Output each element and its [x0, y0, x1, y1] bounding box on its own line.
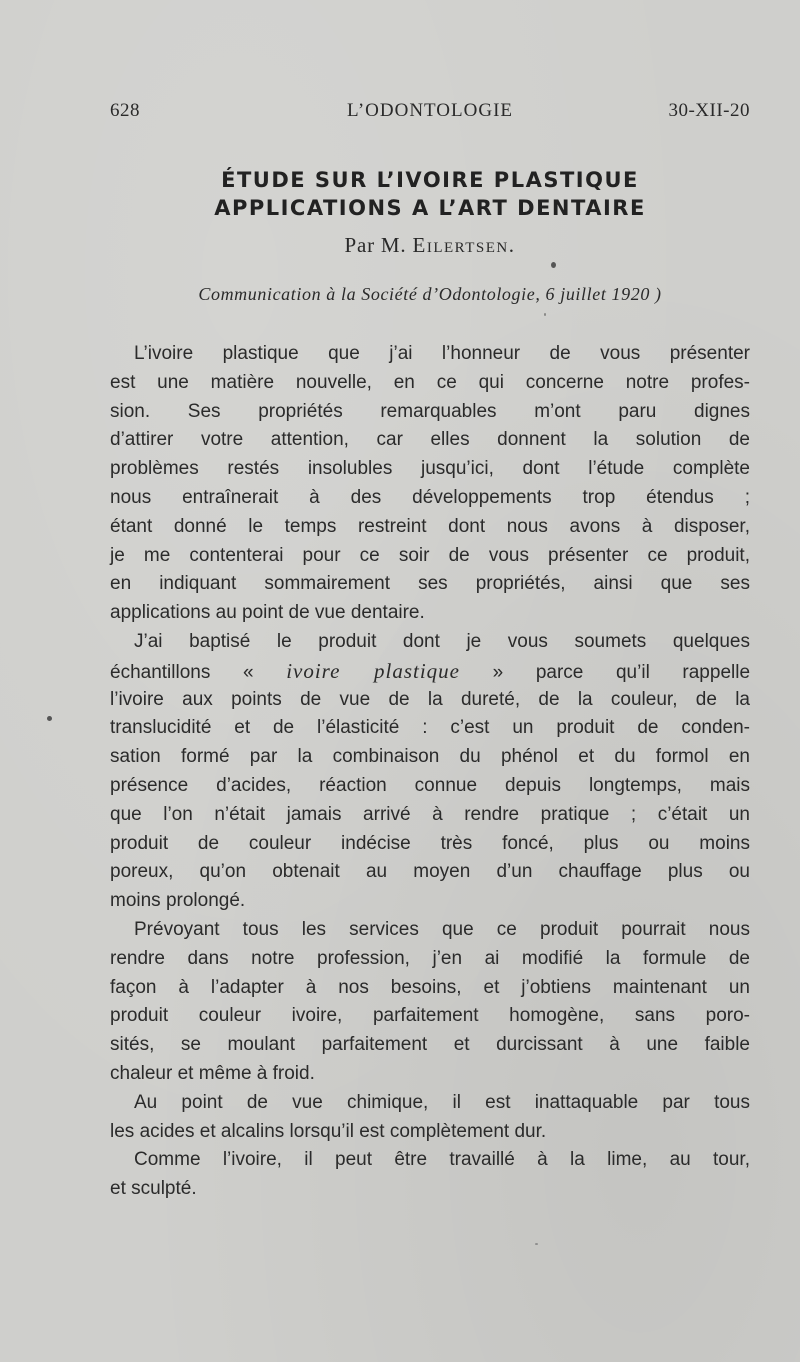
body-line: présence d’acides, réaction connue depuis longtemps, mais	[110, 774, 750, 796]
body-line: en indiquant sommairement ses propriétés, ainsi que ses	[110, 573, 750, 595]
body-line: et sculpté.	[110, 1178, 197, 1200]
body-line: Au point de vue chimique, il est inattaquable par tous	[134, 1091, 750, 1113]
body-line: poreux, qu’on obtenait au moyen d’un chauffage plus ou	[110, 861, 750, 883]
body-text-fragment: » parce qu’il rappelle	[492, 661, 751, 683]
article-title-line-2: APPLICATIONS A L’ART DENTAIRE	[214, 196, 646, 220]
body-line: chaleur et même à froid.	[110, 1062, 315, 1084]
article-body	[110, 340, 750, 1204]
body-line: Prévoyant tous les services que ce produit pourrait nous	[134, 918, 750, 940]
body-line: Comme l’ivoire, il peut être travaillé à la lime, au tour,	[134, 1149, 750, 1171]
body-line: les acides et alcalins lorsqu’il est complètement dur.	[110, 1120, 547, 1142]
body-line: J’ai baptisé le produit dont je vous soumets quelques	[134, 630, 750, 652]
paper-speck	[544, 313, 546, 316]
journal-title: L’ODONTOLOGIE	[346, 100, 514, 121]
article-title-line-1: ÉTUDE SUR L’IVOIRE PLASTIQUE	[221, 168, 639, 192]
issue-date: 30-XII-20	[668, 100, 750, 121]
body-line: produit couleur ivoire, parfaitement homogène, sans poro-	[110, 1005, 750, 1027]
byline	[110, 233, 750, 258]
body-line: je me contenterai pour ce soir de vous présenter ce produit,	[110, 544, 750, 566]
body-line: est une matière nouvelle, en ce qui concerne notre profes-	[110, 371, 750, 393]
body-line: moins prolongé.	[110, 890, 246, 912]
byline-prefix: Par M.	[344, 233, 407, 257]
body-line: translucidité et de l’élasticité : c’est un produit de conden-	[110, 717, 750, 739]
body-line: sion. Ses propriétés remarquables m’ont paru dignes	[110, 400, 750, 422]
running-head	[110, 100, 750, 130]
author-name: Eilertsen.	[412, 233, 516, 257]
body-line: l’ivoire aux points de vue de la dureté, de la couleur, de la	[110, 688, 750, 710]
body-line: sités, se moulant parfaitement et durcissant à une faible	[110, 1034, 750, 1056]
paper-speck	[535, 1243, 538, 1245]
body-line: d’attirer votre attention, car elles donnent la solution de	[110, 429, 750, 451]
body-line: façon à l’adapter à nos besoins, et j’obtiens maintenant un	[110, 976, 750, 998]
body-line: que l’on n’était jamais arrivé à rendre pratique ; c’était un	[110, 803, 750, 825]
body-line: étant donné le temps restreint dont nous avons à disposer,	[110, 515, 750, 537]
body-line: nous entraînerait à des développements trop étendus ;	[110, 486, 750, 508]
body-text-fragment: échantillons «	[110, 661, 254, 683]
body-line: produit de couleur indécise très foncé, plus ou moins	[110, 832, 750, 854]
body-line: problèmes restés insolubles jusqu’ici, dont l’étude complète	[110, 458, 750, 480]
body-line-with-italic	[110, 657, 750, 686]
paper-speck	[47, 716, 52, 721]
body-line: L’ivoire plastique que j’ai l’honneur de vous présenter	[134, 343, 750, 364]
body-line: sation formé par la combinaison du phénol et du formol en	[110, 746, 750, 768]
communication-note: Communication à la Société d’Odontologie, 6 juillet 1920 )	[198, 284, 662, 304]
page-number: 628	[110, 100, 140, 121]
paper-speck	[551, 262, 556, 268]
body-line: applications au point de vue dentaire.	[110, 602, 425, 624]
italic-term: ivoire plastique	[286, 658, 460, 683]
body-line: rendre dans notre profession, j’en ai modifié la formule de	[110, 947, 750, 969]
